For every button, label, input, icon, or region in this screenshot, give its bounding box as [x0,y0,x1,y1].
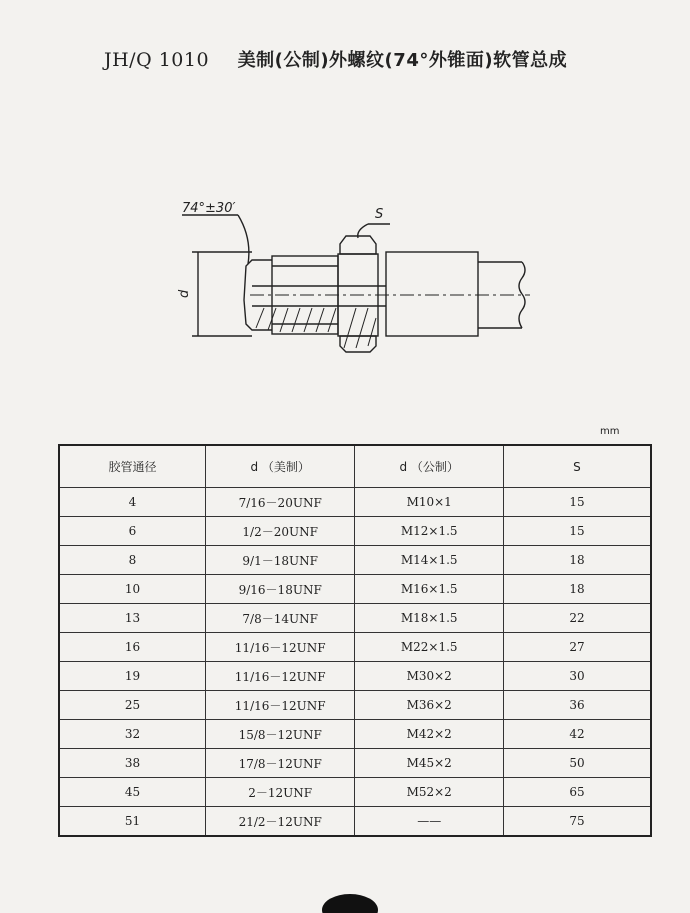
unit-label: mm [600,426,620,437]
cell-d-us: 15/8－12UNF [206,720,355,749]
cell-d-metric: M45×2 [355,749,504,778]
table-row [59,546,651,575]
table-header-row [59,445,651,488]
table-row [59,575,651,604]
cell-d-us: 7/8－14UNF [206,604,355,633]
cell-bore: 19 [59,662,206,691]
cell-s: 22 [503,604,651,633]
cell-d-metric: M14×1.5 [355,546,504,575]
cell-d-us: 17/8－12UNF [206,749,355,778]
ink-smudge [320,870,380,913]
cell-d-metric: M22×1.5 [355,633,504,662]
cell-d-metric: M10×1 [355,488,504,517]
table-row [59,517,651,546]
cell-d-us: 9/16－18UNF [206,575,355,604]
cell-d-us: 21/2－12UNF [206,807,355,837]
cell-d-metric: —— [355,807,504,837]
cell-d-metric: M12×1.5 [355,517,504,546]
cell-bore: 10 [59,575,206,604]
cell-d-us: 1/2－20UNF [206,517,355,546]
col-header-d-us: d （美制） [206,445,355,488]
cell-s: 27 [503,633,651,662]
cell-d-us: 7/16－20UNF [206,488,355,517]
s-label: S [375,207,384,222]
cell-bore: 6 [59,517,206,546]
cell-s: 30 [503,662,651,691]
cell-d-us: 11/16－12UNF [206,691,355,720]
table-row [59,691,651,720]
cell-s: 50 [503,749,651,778]
cell-s: 15 [503,488,651,517]
cell-s: 15 [503,517,651,546]
cell-bore: 8 [59,546,206,575]
standard-title: 美制(公制)外螺纹(74°外锥面)软管总成 [237,50,568,71]
cell-s: 36 [503,691,651,720]
cell-bore: 51 [59,807,206,837]
col-header-d-metric: d （公制） [355,445,504,488]
cell-s: 42 [503,720,651,749]
hose-fitting-drawing [160,188,540,358]
cell-d-metric: M36×2 [355,691,504,720]
cell-bore: 32 [59,720,206,749]
table-row [59,488,651,517]
angle-label: 74°±30′ [182,201,236,216]
cell-d-metric: M30×2 [355,662,504,691]
cell-d-metric: M18×1.5 [355,604,504,633]
col-header-hose-bore: 胶管通径 [59,445,206,488]
cell-d-metric: M16×1.5 [355,575,504,604]
cell-bore: 13 [59,604,206,633]
table-row [59,633,651,662]
cell-bore: 4 [59,488,206,517]
cell-d-metric: M42×2 [355,720,504,749]
cell-s: 75 [503,807,651,837]
page-title [104,46,567,72]
cell-d-metric: M52×2 [355,778,504,807]
table-row [59,662,651,691]
cell-d-us: 9/1－18UNF [206,546,355,575]
cell-bore: 38 [59,749,206,778]
cell-s: 18 [503,575,651,604]
d-label: d [177,289,192,298]
cell-bore: 16 [59,633,206,662]
table-row [59,749,651,778]
cell-d-us: 11/16－12UNF [206,662,355,691]
spec-table [58,444,652,837]
table-row [59,778,651,807]
cell-bore: 45 [59,778,206,807]
table-row [59,807,651,837]
cell-d-us: 2－12UNF [206,778,355,807]
cell-d-us: 11/16－12UNF [206,633,355,662]
table-row [59,720,651,749]
cell-s: 65 [503,778,651,807]
table-row [59,604,651,633]
cell-bore: 25 [59,691,206,720]
cell-s: 18 [503,546,651,575]
standard-code: JH/Q 1010 [104,49,210,71]
col-header-s: S [503,445,651,488]
